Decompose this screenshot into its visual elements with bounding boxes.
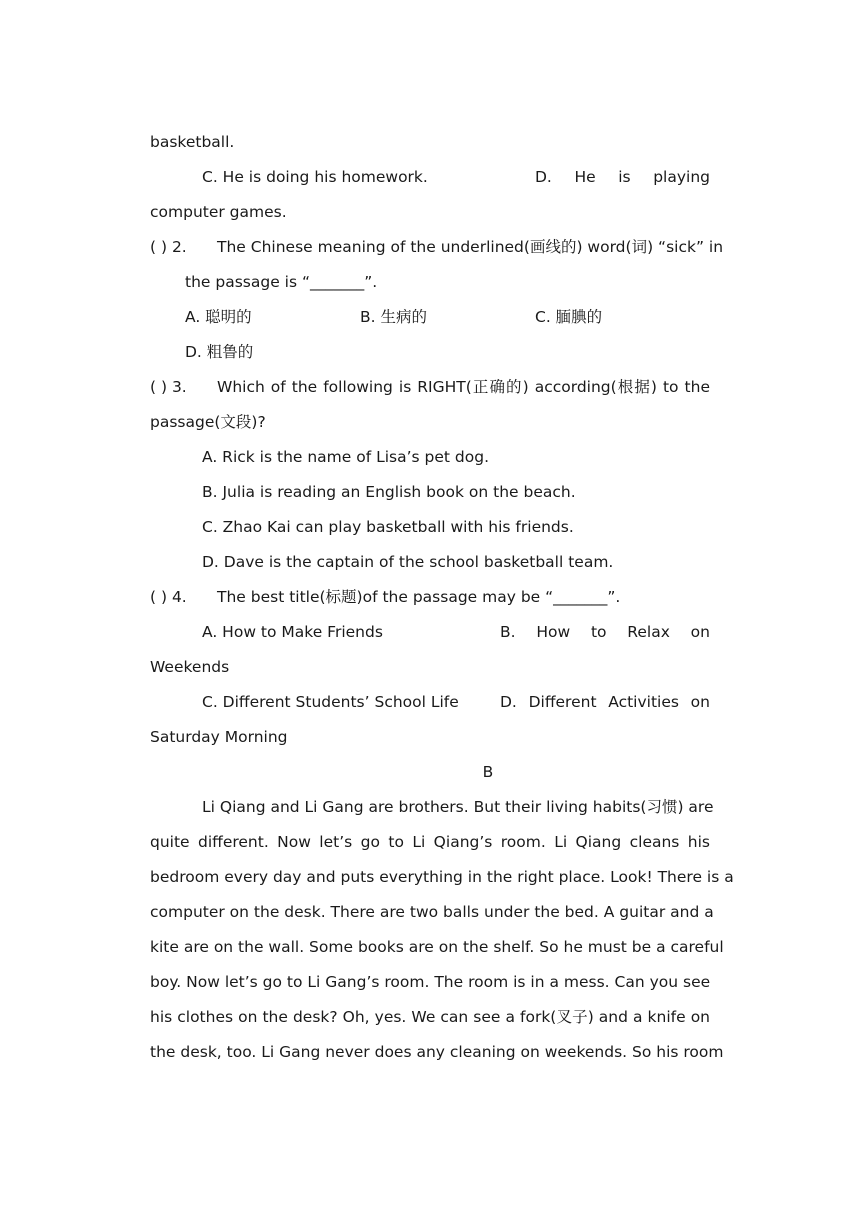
q4-option-b-start: B. How to Relax on: [500, 623, 710, 641]
q1-options-cd-line: [202, 160, 710, 195]
q1-option-d-start: D. He is playing: [535, 168, 710, 186]
q3-stem-text: Which of the following is RIGHT(正确的) according(根据) to the: [217, 378, 710, 396]
q3-option-a-line: [202, 440, 710, 475]
q4-option-d-tail: Saturday Morning: [150, 728, 288, 746]
q2-answer-bracket: ( ) 2.: [150, 238, 187, 256]
q3-option-c: C. Zhao Kai can play basketball with his friends.: [202, 518, 574, 536]
passage-b-line-2: quite different. Now let’s go to Li Qiang’s room. Li Qiang cleans his: [150, 833, 710, 851]
q3-option-a: A. Rick is the name of Lisa’s pet dog.: [202, 448, 490, 466]
q3-option-b: B. Julia is reading an English book on the beach.: [202, 483, 576, 501]
q2-option-d-line: [185, 335, 710, 370]
q3-stem-text-2: passage(文段)?: [150, 413, 266, 431]
passage-b-line-8: the desk, too. Li Gang never does any cleaning on weekends. So his room: [150, 1043, 724, 1061]
q3-option-c-line: [202, 510, 710, 545]
q2-option-b: B. 生病的: [360, 308, 427, 326]
q4-option-c: C. Different Students’ School Life: [202, 693, 459, 711]
q2-stem-text: The Chinese meaning of the underlined(画线的) word(词) “sick” in: [217, 238, 724, 256]
q4-stem-line: [150, 580, 710, 615]
passage-b-line-1: Li Qiang and Li Gang are brothers. But their living habits(习惯) are: [202, 798, 714, 816]
q4-option-b-tail-line: [150, 650, 710, 685]
q2-stem-line-1: [150, 230, 724, 265]
q3-stem-line-1: [150, 370, 710, 405]
q2-stem-line-2: [185, 265, 710, 300]
passage-b-line-3: bedroom every day and puts everything in the right place. Look! There is a: [150, 868, 734, 886]
q4-option-d-start: D. Different Activities on: [500, 693, 710, 711]
q4-option-a: A. How to Make Friends: [202, 623, 383, 641]
passage-b-line-4: computer on the desk. There are two balls under the bed. A guitar and a: [150, 903, 714, 921]
q1-option-b-tail: basketball.: [150, 133, 235, 151]
passage-b-line-7: his clothes on the desk? Oh, yes. We can see a fork(叉子) and a knife on: [150, 1008, 710, 1026]
q3-option-b-line: [202, 475, 710, 510]
q4-answer-bracket: ( ) 4.: [150, 588, 187, 606]
q4-options-cd-line: [202, 685, 710, 720]
q3-option-d-line: [202, 545, 710, 580]
q2-options-line: [185, 300, 710, 335]
passage-b-line-6: boy. Now let’s go to Li Gang’s room. The room is in a mess. Can you see: [150, 973, 711, 991]
q3-option-d: D. Dave is the captain of the school basketball team.: [202, 553, 614, 571]
q1-continuation-line: [150, 125, 710, 160]
q2-option-c: C. 腼腆的: [535, 308, 603, 326]
q1-option-c: C. He is doing his homework.: [202, 168, 428, 186]
q1-option-d-tail: computer games.: [150, 203, 287, 221]
section-b-heading: B: [482, 763, 494, 781]
passage-b-line-5: kite are on the wall. Some books are on the shelf. So he must be a careful: [150, 938, 724, 956]
q4-options-ab-line: [202, 615, 710, 650]
q3-answer-bracket: ( ) 3.: [150, 378, 187, 396]
q3-stem-line-2: [150, 405, 710, 440]
q2-option-a: A. 聪明的: [185, 308, 252, 326]
q4-stem-text: The best title(标题)of the passage may be “_______”.: [217, 588, 621, 606]
q4-option-b-tail: Weekends: [150, 658, 230, 676]
q1-option-d-tail-line: [150, 195, 710, 230]
q2-option-d: D. 粗鲁的: [185, 343, 254, 361]
q4-option-d-tail-line: [150, 720, 710, 755]
q2-stem-text-2: the passage is “_______”.: [185, 273, 378, 291]
